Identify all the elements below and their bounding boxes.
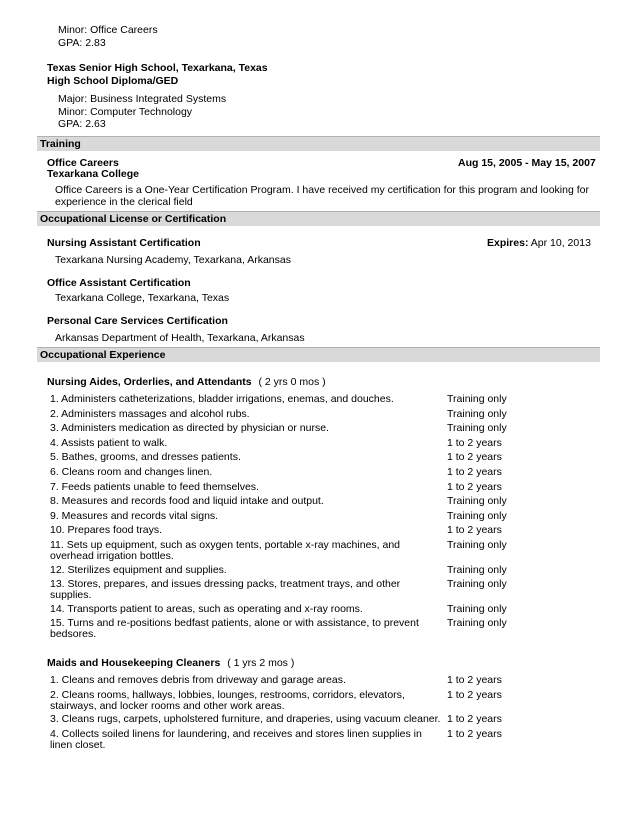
task-experience-level: Training only [447, 563, 507, 576]
task-text: 8. Measures and records food and liquid intake and output. [50, 495, 324, 508]
task-experience-level: 1 to 2 years [447, 688, 502, 701]
expires-label: Expires: [487, 237, 529, 249]
task-text: 1. Cleans and removes debris from driveway and garage areas. [50, 674, 346, 686]
task-text: 6. Cleans room and changes linen. [50, 466, 213, 478]
task-experience-level: 1 to 2 years [447, 436, 502, 449]
task-text: 5. Bathes, grooms, and dresses patients. [50, 451, 241, 464]
task-experience-level: Training only [447, 578, 507, 591]
education-gpa-2: GPA: 2.63 [58, 118, 106, 130]
license-org: Arkansas Department of Health, Texarkana, Arkansas [55, 332, 305, 344]
task-text: 2. Administers massages and alcohol rubs. [50, 407, 250, 420]
task-text: 15. Turns and re-positions bedfast patients, alone or with assistance, to prevent [50, 617, 419, 630]
license-org: Texarkana Nursing Academy, Texarkana, Arkansas [55, 254, 291, 266]
job-heading [47, 376, 326, 389]
task-experience-level: Training only [447, 539, 507, 551]
task-experience-level: Training only [447, 422, 507, 435]
school-name: Texas Senior High School, Texarkana, Texas [47, 62, 268, 74]
task-text: 3. Administers medication as directed by physician or nurse. [50, 422, 329, 435]
task-text-continued: bedsores. [50, 628, 97, 641]
job-title: Maids and Housekeeping Cleaners [47, 657, 221, 669]
task-text: 14. Transports patient to areas, such as operating and x-ray rooms. [50, 602, 363, 615]
task-text: 7. Feeds patients unable to feed themselves. [50, 480, 259, 493]
training-description-line1: Office Careers is a One-Year Certification Program. I have received my certification for this program and looking for [55, 184, 589, 196]
task-experience-level: Training only [447, 393, 507, 405]
education-major: Major: Business Integrated Systems [58, 93, 227, 105]
task-text-continued: overhead irrigation bottles. [50, 550, 174, 562]
task-text: 12. Sterilizes equipment and supplies. [50, 563, 227, 576]
task-experience-level: Training only [447, 617, 507, 630]
job-heading [47, 657, 294, 670]
task-text: 4. Assists patient to walk. [50, 436, 168, 449]
task-text: 11. Sets up equipment, such as oxygen tents, portable x-ray machines, and [50, 539, 401, 551]
job-title: Nursing Aides, Orderlies, and Attendants [47, 376, 252, 388]
education-gpa: GPA: 2.83 [58, 37, 106, 49]
license-title: Nursing Assistant Certification [47, 237, 201, 249]
section-header-training: Training [37, 136, 600, 151]
task-text: 9. Measures and records vital signs. [50, 509, 219, 522]
training-description-line2: experience in the clerical field [55, 196, 193, 208]
training-title: Office Careers [47, 157, 119, 169]
task-text: 2. Cleans rooms, hallways, lobbies, lounges, restrooms, corridors, elevators, [50, 688, 405, 701]
task-experience-level: Training only [447, 509, 507, 522]
license-title: Personal Care Services Certification [47, 315, 228, 327]
section-header-experience: Occupational Experience [37, 347, 600, 362]
task-experience-level: 1 to 2 years [447, 524, 502, 537]
task-text: 13. Stores, prepares, and issues dressing packs, treatment trays, and other [50, 578, 401, 591]
task-text: 10. Prepares food trays. [50, 524, 163, 537]
task-experience-level: Training only [447, 495, 507, 508]
task-text-continued: supplies. [50, 589, 92, 602]
education-minor: Minor: Office Careers [58, 24, 158, 36]
task-experience-level: 1 to 2 years [447, 451, 502, 464]
task-text-continued: linen closet. [50, 738, 106, 751]
task-experience-level: 1 to 2 years [447, 727, 502, 740]
education-minor-2: Minor: Computer Technology [58, 106, 193, 118]
task-experience-level: Training only [447, 407, 507, 420]
task-text: 3. Cleans rugs, carpets, upholstered furniture, and draperies, using vacuum cleaner. [50, 713, 441, 726]
job-duration: ( 1 yrs 2 mos ) [227, 657, 295, 669]
job-duration: ( 2 yrs 0 mos ) [258, 376, 326, 388]
section-header-licenses: Occupational License or Certification [37, 211, 600, 226]
degree: High School Diploma/GED [47, 75, 179, 87]
task-text-continued: stairways, and locker rooms and other work areas. [50, 699, 285, 712]
training-dates: Aug 15, 2005 - May 15, 2007 [458, 157, 596, 169]
license-title: Office Assistant Certification [47, 277, 191, 289]
task-text: 4. Collects soiled linens for laundering, and receives and stores linen supplies in [50, 727, 422, 740]
task-text: 1. Administers catheterizations, bladder irrigations, enemas, and douches. [50, 393, 394, 405]
expires-value: Apr 10, 2013 [530, 237, 591, 249]
training-school: Texarkana College [47, 168, 140, 180]
task-experience-level: 1 to 2 years [447, 466, 502, 478]
task-experience-level: 1 to 2 years [447, 480, 502, 493]
task-experience-level: 1 to 2 years [447, 713, 502, 726]
license-expiry [487, 237, 591, 250]
task-experience-level: Training only [447, 602, 507, 615]
task-experience-level: 1 to 2 years [447, 674, 502, 686]
license-org: Texarkana College, Texarkana, Texas [55, 292, 230, 304]
